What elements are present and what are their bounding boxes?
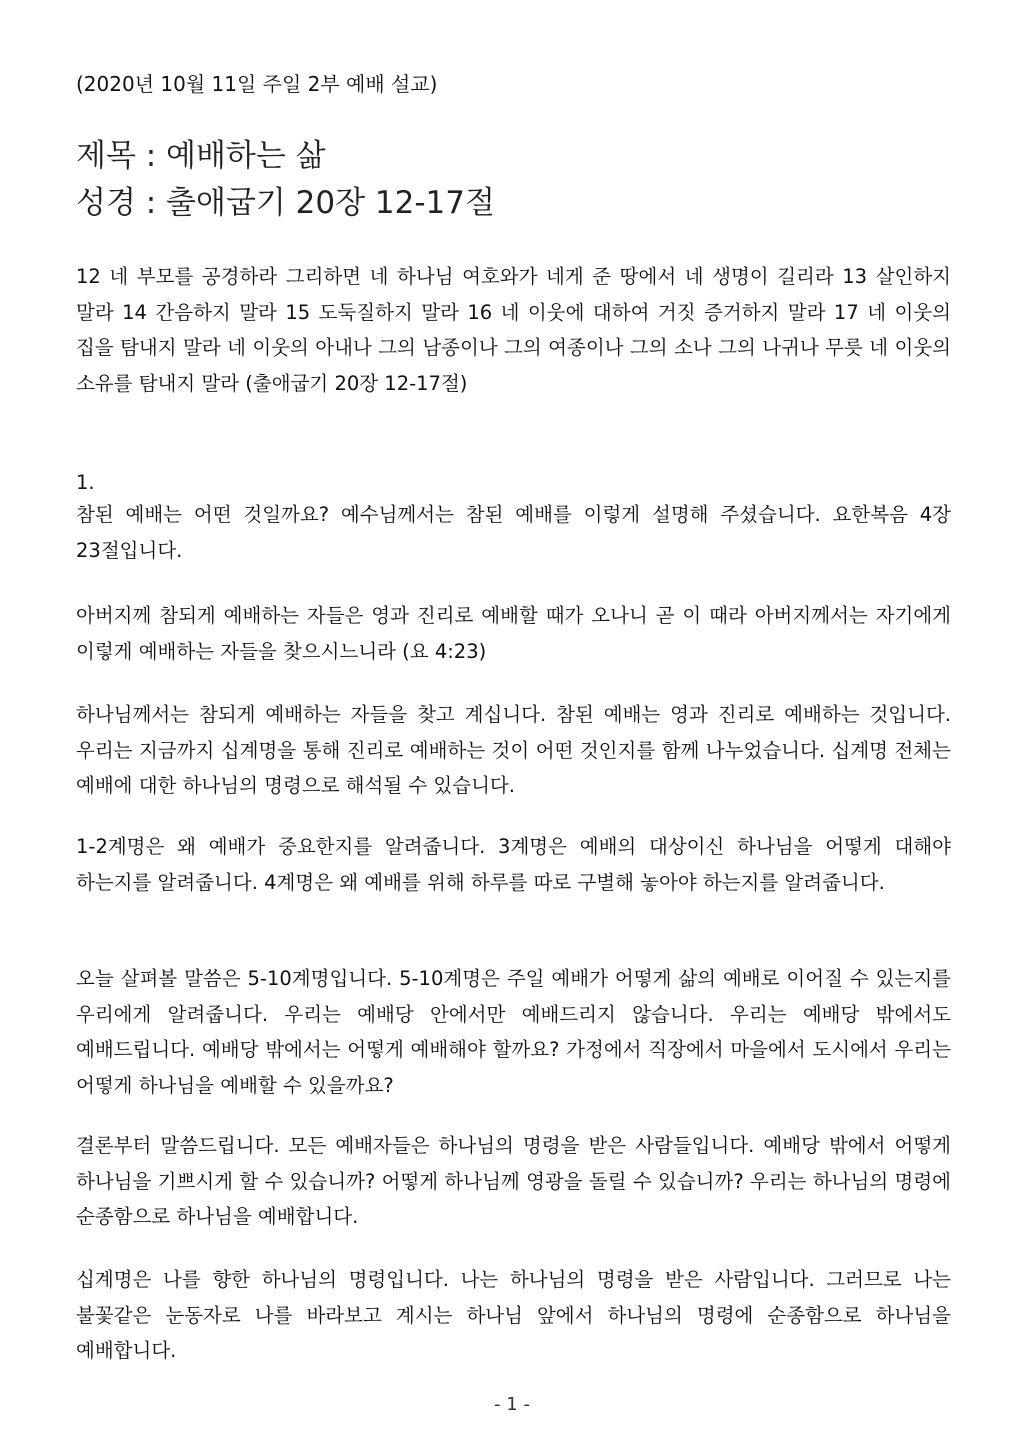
scripture-passage: 12 네 부모를 공경하라 그리하면 네 하나님 여호와가 네게 준 땅에서 네 생명이 길리라 13 살인하지 말라 14 간음하지 말라 15 도둑질하지 말라 16 네 이웃에 대하여 거짓 증거하지 말라 17 네 이웃의 집을 탐내지 말라 네 이웃의 아내나 그의 남종이나 그의 여종이나 그의 소나 그의 나귀나 무릇 네 이웃의 소유를 탐내지 말라 (출애굽기 20장 12-17절) <box>76 265 951 395</box>
body-paragraph: 참된 예배는 어떤 것일까요? 예수님께서는 참된 예배를 이렇게 설명해 주셨습니다. 요한복음 4장 23절입니다. <box>76 503 951 562</box>
quoted-verse: 아버지께 참되게 예배하는 자들은 영과 진리로 예배할 때가 오나니 곧 이 때라 아버지께서는 자기에게 이렇게 예배하는 자들을 찾으시느니라 (요 4:23) <box>76 604 951 663</box>
body-paragraph: 하나님께서는 참되게 예배하는 자들을 찾고 계십니다. 참된 예배는 영과 진리로 예배하는 것입니다. 우리는 지금까지 십계명을 통해 진리로 예배하는 것이 어떤 것인지를 함께 나누었습니다. 십계명 전체는 예배에 대한 하나님의 명령으로 해석될 수 있습니다. <box>76 703 951 797</box>
body-paragraph: 결론부터 말씀드립니다. 모든 예배자들은 하나님의 명령을 받은 사람들입니다. 예배당 밖에서 어떻게 하나님을 기쁘시게 할 수 있습니까? 어떻게 하나님께 영광을 돌릴 수 있습니까? 우리는 하나님의 명령에 순종함으로 하나님을 예배합니다. <box>76 1134 951 1228</box>
scripture-reference: 성경 : 출애굽기 20장 12-17절 <box>76 185 495 221</box>
body-paragraph: 십계명은 나를 향한 하나님의 명령입니다. 나는 하나님의 명령을 받은 사람입니다. 그러므로 나는 불꽃같은 눈동자로 나를 바라보고 계시는 하나님 앞에서 하나님의 명령에 순종함으로 하나님을 예배합니다. <box>76 1268 951 1362</box>
sermon-title: 제목 : 예배하는 삶 <box>76 138 326 174</box>
section-number: 1. <box>76 471 95 494</box>
body-paragraph: 오늘 살펴볼 말씀은 5-10계명입니다. 5-10계명은 주일 예배가 어떻게 삶의 예배로 이어질 수 있는지를 우리에게 알려줍니다. 우리는 예배당 안에서만 예배드리지 않습니다. 우리는 예배당 밖에서도 예배드립니다. 예배당 밖에서는 어떻게 예배해야 할까요? 가정에서 직장에서 마을에서 도시에서 우리는 어떻게 하나님을 예배할 수 있을까요? <box>76 967 951 1097</box>
body-paragraph: 1-2계명은 왜 예배가 중요한지를 알려줍니다. 3계명은 예배의 대상이신 하나님을 어떻게 대해야 하는지를 알려줍니다. 4계명은 왜 예배를 위해 하루를 따로 구별해 놓아야 하는지를 알려줍니다. <box>76 835 951 894</box>
sermon-date-note: (2020년 10월 11일 주일 2부 예배 설교) <box>76 72 438 96</box>
page-number: - 1 - <box>494 1394 530 1415</box>
